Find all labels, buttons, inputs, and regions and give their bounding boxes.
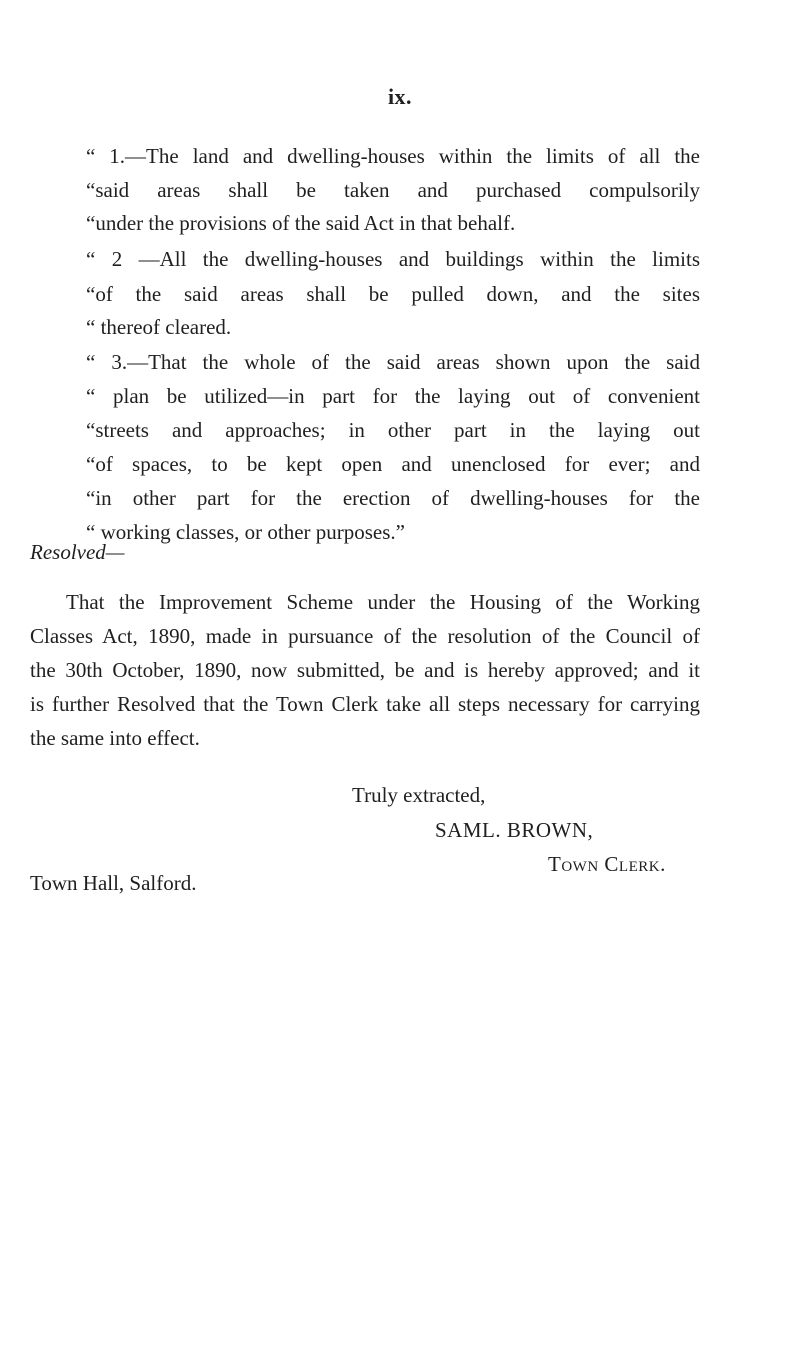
resolution-1-line-2: “said areas shall be taken and purchased compulsorily [86,178,700,202]
resolution-3-line-2: “ plan be utilized—in part for the laying out of convenient [86,384,700,408]
resolution-2-line-1: “ 2 —All the dwelling-houses and buildings within the limits [86,247,700,271]
truly-extracted: Truly extracted, [352,783,486,807]
resolution-3-line-6: “ working classes, or other purposes.” [86,520,405,544]
resolution-1-line-3: “under the provisions of the said Act in that behalf. [86,211,516,235]
resolved-line-4: is further Resolved that the Town Clerk take all steps necessary for carrying [30,692,700,716]
resolution-3-line-5: “in other part for the erection of dwelling-houses for the [86,486,700,510]
resolution-2-line-3: “ thereof cleared. [86,315,232,339]
resolution-3-line-4: “of spaces, to be kept open and unenclosed for ever; and [86,452,700,476]
resolution-1-line-1: “ 1.—The land and dwelling-houses within the limits of all the [86,144,700,168]
signatory-title: Town Clerk. [548,852,666,876]
resolved-line-3: the 30th October, 1890, now submitted, be and is hereby approved; and it [30,658,700,682]
resolution-2-line-2: “of the said areas shall be pulled down, and the sites [86,282,700,306]
resolution-3-line-1: “ 3.—That the whole of the said areas shown upon the said [86,350,700,374]
resolved-line-5: the same into effect. [30,726,200,750]
signatory-name: SAML. BROWN, [435,818,594,842]
location: Town Hall, Salford. [30,871,197,895]
resolution-3-line-3: “streets and approaches; in other part in the laying out [86,418,700,442]
resolved-line-1: That the Improvement Scheme under the Housing of the Working [66,590,700,614]
resolved-line-2: Classes Act, 1890, made in pursuance of the resolution of the Council of [30,624,700,648]
page-number: ix. [387,84,413,109]
resolved-heading: Resolved— [30,540,125,564]
